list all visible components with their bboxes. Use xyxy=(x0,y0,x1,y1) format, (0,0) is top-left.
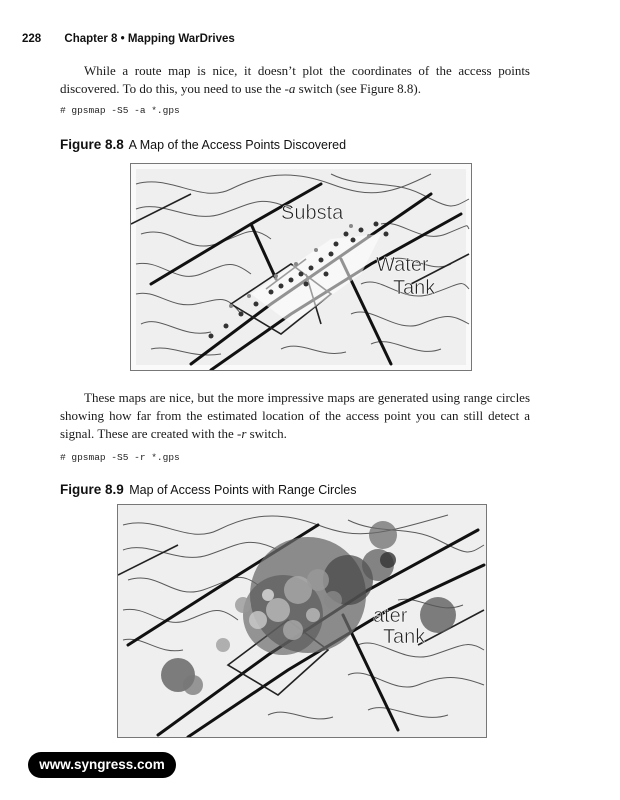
figure-number: Figure 8.8 xyxy=(60,137,124,152)
running-header xyxy=(22,33,235,45)
figure-number: Figure 8.9 xyxy=(60,482,124,497)
command-line: # gpsmap -S5 -a *.gps xyxy=(60,105,180,116)
paragraph-text: switch (see Figure 8.8). xyxy=(295,81,421,96)
paragraph-range-circles xyxy=(60,389,530,443)
figure-access-point-map xyxy=(130,163,472,371)
figure-title: A Map of the Access Points Discovered xyxy=(128,138,347,152)
figure-caption xyxy=(60,482,356,497)
paragraph-text: These maps are nice, but the more impressive maps are generated using range xyxy=(84,390,493,405)
map-label-substation: Substa xyxy=(281,202,344,224)
map-label-water: ater xyxy=(373,605,408,627)
map-label-water: Water xyxy=(376,254,429,276)
figure-range-circles-map xyxy=(117,504,487,738)
map-label-tank: Tank xyxy=(393,277,436,299)
switch-name: -r xyxy=(237,426,247,441)
command-line: # gpsmap -S5 -r *.gps xyxy=(60,452,180,463)
map-image xyxy=(131,164,471,370)
switch-name: -a xyxy=(284,81,296,96)
figure-caption xyxy=(60,137,346,152)
paragraph-text: detect a signal. These are created with the xyxy=(60,408,530,441)
page-number: 228 xyxy=(22,33,42,45)
map-image xyxy=(118,505,486,737)
paragraph-text: circles showing how far from the estimated location of the access point you can still xyxy=(60,390,531,423)
paragraph-text: discovered. To do this, you need to use the xyxy=(60,81,285,96)
chapter-title: Chapter 8 • Mapping WarDrives xyxy=(64,33,235,45)
publisher-url-badge[interactable]: www.syngress.com xyxy=(28,752,176,778)
paragraph-text: switch. xyxy=(246,426,287,441)
paragraph-text: While a route map is nice, it doesn’t plot the coordinates of the access points xyxy=(84,63,530,78)
paragraph-route-map xyxy=(60,62,530,98)
map-label-tank: Tank xyxy=(383,626,426,648)
figure-title: Map of Access Points with Range Circles xyxy=(129,483,357,497)
